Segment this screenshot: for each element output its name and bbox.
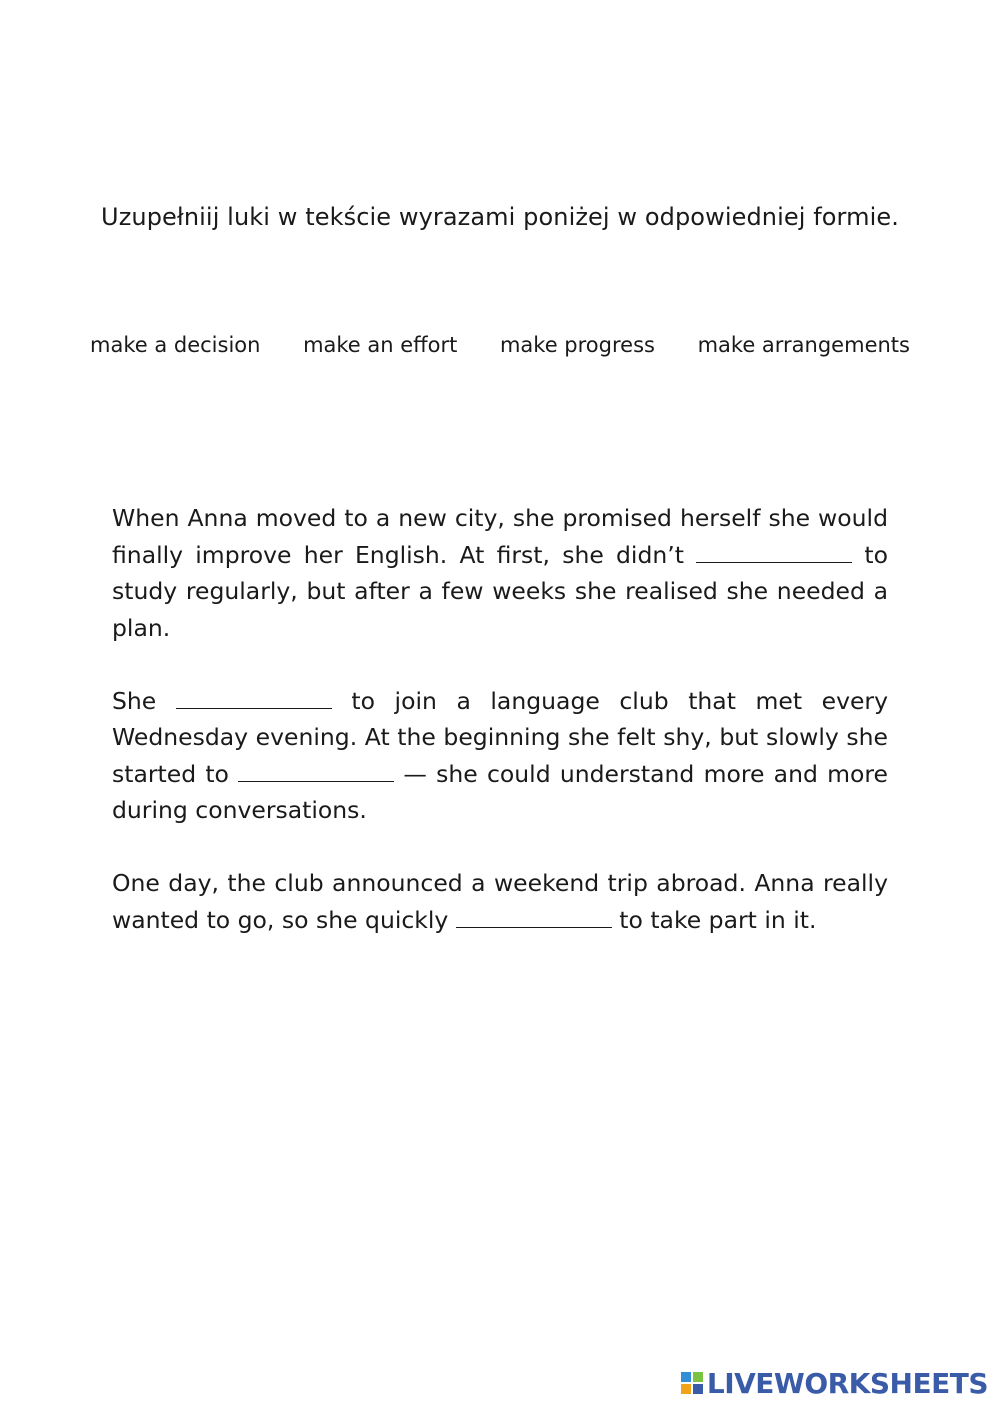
word-bank-item: make arrangements (697, 333, 910, 357)
paragraph-3 (112, 865, 888, 938)
text-segment: to join a language club that met every Wednesday evening. At the beginning she felt shy, but slowly she started to (112, 686, 888, 788)
word-bank (90, 330, 910, 360)
answer-gap-1[interactable] (696, 538, 852, 563)
liveworksheets-logo (681, 1366, 988, 1400)
text-segment: to take part in it. (611, 905, 817, 934)
logo-text: LIVEWORKSHEETS (706, 1366, 988, 1400)
exercise-text (112, 500, 888, 975)
text-segment: When Anna moved to a new city, she promised herself she would finally improve her English. At first, she didn’t (112, 504, 888, 569)
answer-gap-4[interactable] (456, 903, 612, 928)
paragraph-2 (112, 683, 888, 829)
text-segment: One day, the club announced a weekend trip abroad. Anna really wanted to go, so she quickly (112, 869, 888, 934)
paragraph-1 (112, 500, 888, 646)
answer-gap-2[interactable] (176, 684, 332, 709)
word-bank-item: make a decision (90, 333, 261, 357)
word-bank-item: make an effort (303, 333, 458, 357)
liveworksheets-logo-icon (681, 1372, 703, 1394)
answer-gap-3[interactable] (238, 757, 394, 782)
text-segment: — she could understand more and more during conversations. (112, 759, 888, 824)
instruction-heading: Uzupełniij luki w tekście wyrazami poniżej w odpowiedniej formie. (101, 203, 899, 231)
word-bank-item: make progress (499, 333, 655, 357)
text-segment: She (112, 686, 176, 715)
text-segment: to study regularly, but after a few weeks she realised she needed a plan. (112, 540, 888, 642)
